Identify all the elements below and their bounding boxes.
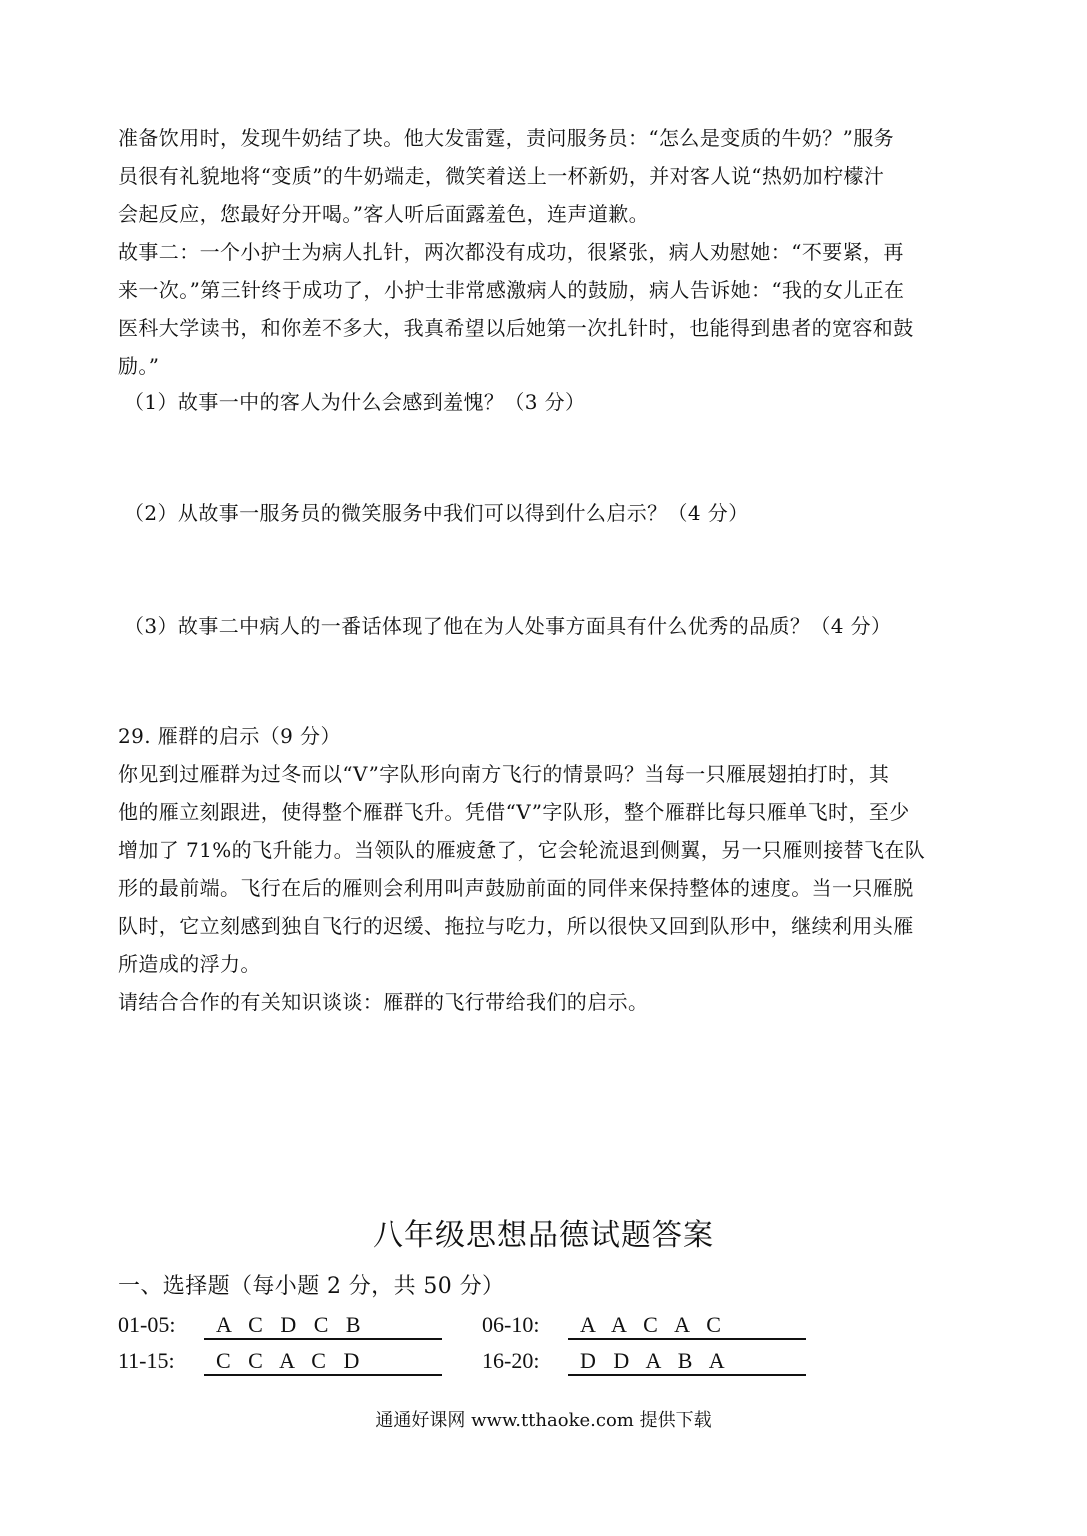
answer-row xyxy=(482,1348,806,1376)
answer-row xyxy=(118,1312,442,1340)
answer-row xyxy=(482,1312,806,1340)
q29-line: 增加了 71%的飞升能力。当领队的雁疲惫了，它会轮流退到侧翼，另一只雁则接替飞在队 xyxy=(118,838,926,862)
question-1: （1）故事一中的客人为什么会感到羞愧？（3 分） xyxy=(124,390,586,414)
story-line: 准备饮用时，发现牛奶结了块。他大发雷霆，责问服务员：“怎么是变质的牛奶？”服务 xyxy=(118,126,895,150)
answer-section-heading: 一、选择题（每小题 2 分，共 50 分） xyxy=(118,1274,505,1299)
story-line: 来一次。”第三针终于成功了，小护士非常感激病人的鼓励，病人告诉她：“我的女儿正在 xyxy=(118,278,905,302)
answer-value: D D A B A xyxy=(568,1348,806,1376)
story-line: 故事二：一个小护士为病人扎针，两次都没有成功，很紧张，病人劝慰她：“不要紧，再 xyxy=(118,240,904,264)
answer-range-label: 11-15: xyxy=(118,1348,175,1373)
question-29-title: 29. 雁群的启示（9 分） xyxy=(118,724,341,748)
page-footer: 通通好课网 www.tthaoke.com 提供下载 xyxy=(375,1410,712,1431)
answer-value: C C A C D xyxy=(204,1348,442,1376)
q29-line: 他的雁立刻跟进，使得整个雁群飞升。凭借“V”字队形，整个雁群比每只雁单飞时，至少 xyxy=(118,800,910,824)
q29-line: 所造成的浮力。 xyxy=(118,952,261,976)
answer-range-label: 16-20: xyxy=(482,1348,540,1373)
story-line: 员很有礼貌地将“变质”的牛奶端走，微笑着送上一杯新奶，并对客人说“热奶加柠檬汁 xyxy=(118,164,885,188)
story-line: 会起反应，您最好分开喝。”客人听后面露羞色，连声道歉。 xyxy=(118,202,650,226)
q29-prompt: 请结合合作的有关知识谈谈：雁群的飞行带给我们的启示。 xyxy=(118,990,649,1014)
answer-value: A A C A C xyxy=(568,1312,806,1340)
answer-range-label: 01-05: xyxy=(118,1312,176,1337)
q29-line: 形的最前端。飞行在后的雁则会利用叫声鼓励前面的同伴来保持整体的速度。当一只雁脱 xyxy=(118,876,914,900)
question-2: （2）从故事一服务员的微笑服务中我们可以得到什么启示？（4 分） xyxy=(124,501,749,525)
answer-key-title: 八年级思想品德试题答案 xyxy=(373,1218,714,1253)
answer-value: A C D C B xyxy=(204,1312,442,1340)
question-3: （3）故事二中病人的一番话体现了他在为人处事方面具有什么优秀的品质？（4 分） xyxy=(124,614,892,638)
answer-range-label: 06-10: xyxy=(482,1312,540,1337)
answer-row xyxy=(118,1348,442,1376)
q29-line: 队时，它立刻感到独自飞行的迟缓、拖拉与吃力，所以很快又回到队形中，继续利用头雁 xyxy=(118,914,914,938)
q29-line: 你见到过雁群为过冬而以“V”字队形向南方飞行的情景吗？当每一只雁展翅拍打时，其 xyxy=(118,762,890,786)
story-line: 励。” xyxy=(118,354,160,378)
story-line: 医科大学读书，和你差不多大，我真希望以后她第一次扎针时，也能得到患者的宽容和鼓 xyxy=(118,316,914,340)
